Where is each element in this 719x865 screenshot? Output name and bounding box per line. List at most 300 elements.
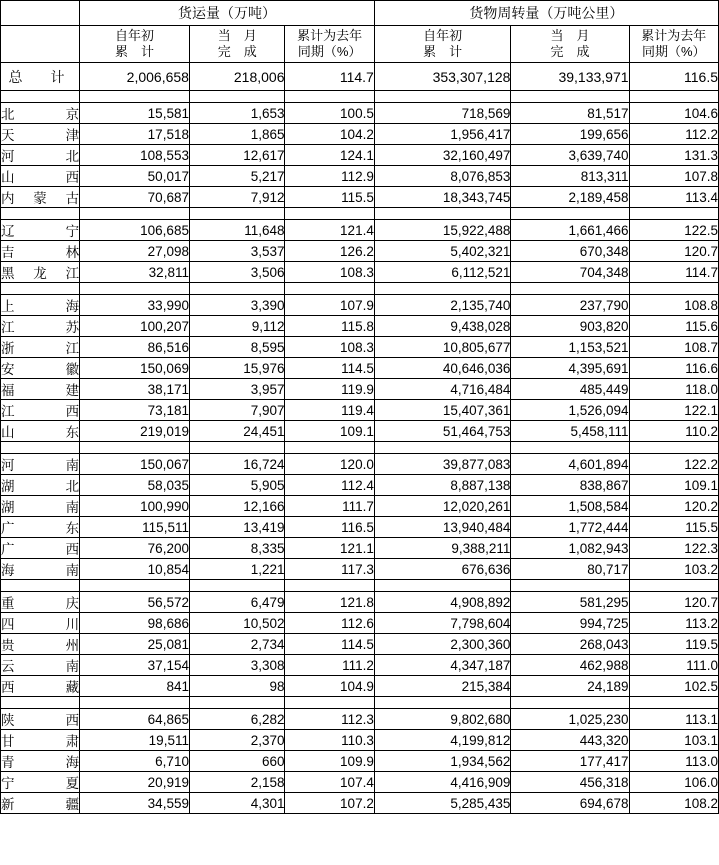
cell-month-turnover: 1,025,230 (511, 709, 629, 730)
cell-ytd-turnover: 2,300,360 (374, 634, 511, 655)
cell-ytd-turnover: 5,402,321 (374, 241, 511, 262)
spacer-cell (189, 580, 285, 592)
cell-yoy-volume: 121.4 (285, 220, 374, 241)
region-label: 青海 (1, 755, 80, 770)
header-col-line1: 当 月 (550, 28, 590, 43)
cell-ytd-turnover: 15,407,361 (374, 400, 511, 421)
cell-ytd-turnover: 8,887,138 (374, 475, 511, 496)
table-row-total (1, 63, 719, 91)
cell-month-turnover: 24,189 (511, 676, 629, 697)
total-yoy-volume: 114.7 (285, 63, 374, 91)
table-row (1, 709, 719, 730)
spacer-cell (285, 208, 374, 220)
group-spacer-row (1, 283, 719, 295)
cell-ytd-volume: 219,019 (80, 421, 190, 442)
cell-ytd-volume: 98,686 (80, 613, 190, 634)
cell-yoy-turnover: 115.5 (629, 517, 718, 538)
region-label: 辽宁 (1, 224, 80, 239)
region-name-cell (1, 475, 80, 496)
region-label: 山西 (1, 170, 80, 185)
cell-month-volume: 3,308 (189, 655, 285, 676)
region-name-cell (1, 124, 80, 145)
cell-yoy-volume: 114.5 (285, 358, 374, 379)
cell-month-turnover: 1,526,094 (511, 400, 629, 421)
region-label: 广东 (1, 521, 80, 536)
spacer-cell (189, 442, 285, 454)
cell-ytd-volume: 58,035 (80, 475, 190, 496)
cell-ytd-turnover: 4,716,484 (374, 379, 511, 400)
region-label: 江苏 (1, 320, 80, 335)
spacer-cell (374, 208, 511, 220)
cell-yoy-turnover: 122.3 (629, 538, 718, 559)
header-col-line2: 完 成 (550, 44, 590, 59)
region-name-cell (1, 655, 80, 676)
region-label: 吉林 (1, 245, 80, 260)
cell-ytd-volume: 15,581 (80, 103, 190, 124)
region-label: 广西 (1, 542, 80, 557)
region-label: 四川 (1, 617, 80, 632)
cell-yoy-volume: 108.3 (285, 337, 374, 358)
region-label: 重庆 (1, 596, 80, 611)
cell-ytd-volume: 20,919 (80, 772, 190, 793)
table-row (1, 793, 719, 814)
region-name-cell (1, 559, 80, 580)
cell-month-turnover: 4,601,894 (511, 454, 629, 475)
header-col-line2: 同期（%） (297, 44, 362, 59)
region-name-cell (1, 793, 80, 814)
region-label: 浙江 (1, 341, 80, 356)
region-label: 贵州 (1, 638, 80, 653)
region-name-cell (1, 676, 80, 697)
cell-ytd-volume: 115,511 (80, 517, 190, 538)
cell-yoy-volume: 107.9 (285, 295, 374, 316)
cell-month-turnover: 3,639,740 (511, 145, 629, 166)
cell-month-turnover: 237,790 (511, 295, 629, 316)
cell-yoy-turnover: 102.5 (629, 676, 718, 697)
region-label: 福建 (1, 383, 80, 398)
cell-ytd-volume: 106,685 (80, 220, 190, 241)
cell-ytd-turnover: 18,343,745 (374, 187, 511, 208)
cell-yoy-volume: 100.5 (285, 103, 374, 124)
group-spacer-row (1, 442, 719, 454)
spacer-cell (511, 442, 629, 454)
cell-yoy-volume: 121.8 (285, 592, 374, 613)
cell-month-volume: 3,537 (189, 241, 285, 262)
cell-ytd-turnover: 5,285,435 (374, 793, 511, 814)
cell-month-turnover: 813,311 (511, 166, 629, 187)
cell-yoy-turnover: 104.6 (629, 103, 718, 124)
header-col-yoy-turnover (629, 26, 718, 63)
cell-yoy-turnover: 120.2 (629, 496, 718, 517)
cell-yoy-turnover: 120.7 (629, 592, 718, 613)
table-row (1, 538, 719, 559)
cell-ytd-volume: 17,518 (80, 124, 190, 145)
cell-month-volume: 2,158 (189, 772, 285, 793)
spacer-cell (80, 697, 190, 709)
table-row (1, 613, 719, 634)
spacer-cell (629, 91, 718, 103)
region-label: 湖北 (1, 479, 80, 494)
spacer-cell (374, 697, 511, 709)
region-name-cell (1, 634, 80, 655)
region-label: 新疆 (1, 797, 80, 812)
region-name-cell (1, 220, 80, 241)
region-label: 海南 (1, 563, 80, 578)
cell-month-volume: 98 (189, 676, 285, 697)
region-name-cell (1, 421, 80, 442)
table-row (1, 124, 719, 145)
cell-month-turnover: 1,661,466 (511, 220, 629, 241)
table-row (1, 592, 719, 613)
total-month-volume: 218,006 (189, 63, 285, 91)
region-name-cell (1, 241, 80, 262)
region-label: 甘肃 (1, 734, 80, 749)
spacer-cell (189, 697, 285, 709)
cell-ytd-volume: 56,572 (80, 592, 190, 613)
header-col-line1: 当 月 (217, 28, 257, 43)
table-row (1, 220, 719, 241)
cell-ytd-turnover: 4,347,187 (374, 655, 511, 676)
region-name-cell (1, 709, 80, 730)
cell-month-turnover: 1,082,943 (511, 538, 629, 559)
cell-yoy-turnover: 107.8 (629, 166, 718, 187)
table-row (1, 454, 719, 475)
table-row (1, 145, 719, 166)
cell-yoy-turnover: 116.6 (629, 358, 718, 379)
table-row (1, 496, 719, 517)
cell-ytd-turnover: 4,199,812 (374, 730, 511, 751)
table-row (1, 559, 719, 580)
cell-ytd-volume: 73,181 (80, 400, 190, 421)
cell-month-volume: 3,506 (189, 262, 285, 283)
header-col-line1: 累计为去年 (297, 28, 363, 43)
cell-month-turnover: 670,348 (511, 241, 629, 262)
spacer-cell (629, 208, 718, 220)
cell-month-volume: 5,905 (189, 475, 285, 496)
cell-month-volume: 15,976 (189, 358, 285, 379)
cell-yoy-turnover: 108.8 (629, 295, 718, 316)
spacer-cell (1, 283, 80, 295)
cell-yoy-volume: 121.1 (285, 538, 374, 559)
cell-yoy-volume: 109.9 (285, 751, 374, 772)
region-name-cell (1, 454, 80, 475)
cell-ytd-turnover: 4,908,892 (374, 592, 511, 613)
spacer-cell (374, 91, 511, 103)
spacer-cell (189, 91, 285, 103)
cell-ytd-volume: 150,067 (80, 454, 190, 475)
region-name-cell (1, 772, 80, 793)
cell-ytd-volume: 100,990 (80, 496, 190, 517)
cell-yoy-turnover: 108.7 (629, 337, 718, 358)
cell-yoy-turnover: 113.1 (629, 709, 718, 730)
cell-ytd-volume: 86,516 (80, 337, 190, 358)
spacer-cell (511, 91, 629, 103)
cell-ytd-turnover: 718,569 (374, 103, 511, 124)
header-col-line2: 同期（%） (641, 44, 706, 59)
header-col-line1: 自年初 (115, 28, 155, 43)
cell-ytd-volume: 50,017 (80, 166, 190, 187)
cell-ytd-volume: 108,553 (80, 145, 190, 166)
cell-month-volume: 7,912 (189, 187, 285, 208)
cell-month-volume: 13,419 (189, 517, 285, 538)
cell-yoy-volume: 104.2 (285, 124, 374, 145)
cell-ytd-volume: 841 (80, 676, 190, 697)
cell-ytd-volume: 25,081 (80, 634, 190, 655)
region-label: 陕西 (1, 713, 80, 728)
total-ytd-volume: 2,006,658 (80, 63, 190, 91)
region-name-cell (1, 400, 80, 421)
cell-yoy-volume: 107.4 (285, 772, 374, 793)
spacer-cell (80, 91, 190, 103)
spacer-cell (285, 283, 374, 295)
table-row (1, 103, 719, 124)
region-name-cell (1, 538, 80, 559)
cell-month-volume: 4,301 (189, 793, 285, 814)
cell-yoy-turnover: 103.2 (629, 559, 718, 580)
spacer-cell (511, 697, 629, 709)
cell-month-volume: 5,217 (189, 166, 285, 187)
cell-month-turnover: 268,043 (511, 634, 629, 655)
cell-month-turnover: 994,725 (511, 613, 629, 634)
header-col-line1: 自年初 (423, 28, 463, 43)
spacer-cell (80, 442, 190, 454)
spacer-cell (285, 442, 374, 454)
cell-ytd-turnover: 4,416,909 (374, 772, 511, 793)
table-row (1, 634, 719, 655)
cell-month-volume: 3,957 (189, 379, 285, 400)
total-ytd-turnover: 353,307,128 (374, 63, 511, 91)
cell-ytd-turnover: 7,798,604 (374, 613, 511, 634)
cell-ytd-volume: 6,710 (80, 751, 190, 772)
spacer-cell (374, 442, 511, 454)
cell-yoy-turnover: 119.5 (629, 634, 718, 655)
region-name-cell (1, 166, 80, 187)
cell-yoy-volume: 112.4 (285, 475, 374, 496)
cell-month-turnover: 456,318 (511, 772, 629, 793)
header-group-row (1, 1, 719, 26)
cell-ytd-turnover: 1,956,417 (374, 124, 511, 145)
cell-month-volume: 1,221 (189, 559, 285, 580)
region-name-cell (1, 337, 80, 358)
header-col-month-turnover (511, 26, 629, 63)
cell-ytd-volume: 64,865 (80, 709, 190, 730)
spacer-cell (511, 580, 629, 592)
cell-ytd-turnover: 12,020,261 (374, 496, 511, 517)
cell-month-turnover: 177,417 (511, 751, 629, 772)
region-label: 黑龙江 (1, 266, 80, 281)
cell-ytd-turnover: 8,076,853 (374, 166, 511, 187)
region-name-cell (1, 730, 80, 751)
region-name-cell (1, 316, 80, 337)
cell-ytd-turnover: 13,940,484 (374, 517, 511, 538)
cell-yoy-turnover: 106.0 (629, 772, 718, 793)
table-row (1, 358, 719, 379)
cell-yoy-volume: 112.3 (285, 709, 374, 730)
cell-yoy-turnover: 109.1 (629, 475, 718, 496)
cell-yoy-turnover: 113.0 (629, 751, 718, 772)
cell-ytd-turnover: 2,135,740 (374, 295, 511, 316)
spacer-cell (189, 283, 285, 295)
spacer-cell (285, 697, 374, 709)
cell-ytd-volume: 19,511 (80, 730, 190, 751)
spacer-cell (374, 283, 511, 295)
total-month-turnover: 39,133,971 (511, 63, 629, 91)
cell-ytd-volume: 10,854 (80, 559, 190, 580)
region-label: 湖南 (1, 500, 80, 515)
cell-ytd-volume: 38,171 (80, 379, 190, 400)
table-row (1, 187, 719, 208)
cell-month-volume: 9,112 (189, 316, 285, 337)
region-name-cell (1, 187, 80, 208)
cell-ytd-volume: 76,200 (80, 538, 190, 559)
cell-yoy-volume: 116.5 (285, 517, 374, 538)
cell-month-volume: 2,370 (189, 730, 285, 751)
region-label: 内蒙古 (1, 191, 80, 206)
cell-yoy-volume: 119.4 (285, 400, 374, 421)
group-spacer-row (1, 91, 719, 103)
cell-ytd-turnover: 51,464,753 (374, 421, 511, 442)
cell-yoy-turnover: 131.3 (629, 145, 718, 166)
cell-ytd-volume: 33,990 (80, 295, 190, 316)
cell-yoy-volume: 112.6 (285, 613, 374, 634)
region-name-cell (1, 379, 80, 400)
cell-ytd-turnover: 9,438,028 (374, 316, 511, 337)
cell-month-volume: 11,648 (189, 220, 285, 241)
cell-month-turnover: 485,449 (511, 379, 629, 400)
cell-ytd-turnover: 40,646,036 (374, 358, 511, 379)
cell-ytd-turnover: 9,388,211 (374, 538, 511, 559)
region-label: 河南 (1, 458, 80, 473)
cell-month-volume: 1,653 (189, 103, 285, 124)
region-name-cell (1, 751, 80, 772)
cell-yoy-volume: 110.3 (285, 730, 374, 751)
header-col-yoy-volume (285, 26, 374, 63)
cell-yoy-volume: 112.9 (285, 166, 374, 187)
cell-yoy-turnover: 111.0 (629, 655, 718, 676)
table-row (1, 421, 719, 442)
cell-ytd-turnover: 9,802,680 (374, 709, 511, 730)
table-row (1, 337, 719, 358)
cell-yoy-turnover: 113.2 (629, 613, 718, 634)
region-name-cell (1, 613, 80, 634)
table-row (1, 379, 719, 400)
cell-month-turnover: 443,320 (511, 730, 629, 751)
cell-month-volume: 7,907 (189, 400, 285, 421)
cell-ytd-volume: 37,154 (80, 655, 190, 676)
cell-ytd-turnover: 1,934,562 (374, 751, 511, 772)
table-row (1, 241, 719, 262)
spacer-cell (1, 208, 80, 220)
table-row (1, 475, 719, 496)
cell-yoy-volume: 107.2 (285, 793, 374, 814)
spacer-cell (285, 580, 374, 592)
cell-yoy-volume: 117.3 (285, 559, 374, 580)
cell-yoy-turnover: 115.6 (629, 316, 718, 337)
cell-yoy-turnover: 122.1 (629, 400, 718, 421)
cell-month-turnover: 80,717 (511, 559, 629, 580)
cell-yoy-volume: 108.3 (285, 262, 374, 283)
spacer-cell (80, 580, 190, 592)
spacer-cell (1, 442, 80, 454)
region-label: 河北 (1, 149, 80, 164)
table-row (1, 400, 719, 421)
spacer-cell (80, 208, 190, 220)
cell-month-volume: 6,282 (189, 709, 285, 730)
header-col-line1: 累计为去年 (641, 28, 707, 43)
cell-ytd-turnover: 676,636 (374, 559, 511, 580)
header-col-line2: 累 计 (423, 44, 463, 59)
table-row (1, 316, 719, 337)
region-label: 西藏 (1, 680, 80, 695)
cell-month-turnover: 704,348 (511, 262, 629, 283)
cell-yoy-volume: 115.8 (285, 316, 374, 337)
cell-month-volume: 8,335 (189, 538, 285, 559)
cell-yoy-volume: 124.1 (285, 145, 374, 166)
cell-yoy-turnover: 122.5 (629, 220, 718, 241)
cell-yoy-volume: 109.1 (285, 421, 374, 442)
cell-month-turnover: 903,820 (511, 316, 629, 337)
spacer-cell (629, 580, 718, 592)
spacer-cell (629, 283, 718, 295)
region-name-cell (1, 262, 80, 283)
cell-ytd-turnover: 6,112,521 (374, 262, 511, 283)
spacer-cell (629, 442, 718, 454)
table-row (1, 295, 719, 316)
spacer-cell (1, 580, 80, 592)
cell-ytd-turnover: 39,877,083 (374, 454, 511, 475)
region-name-cell (1, 103, 80, 124)
cell-yoy-volume: 114.5 (285, 634, 374, 655)
cell-ytd-volume: 150,069 (80, 358, 190, 379)
header-col-month-volume (189, 26, 285, 63)
header-group-freight-volume: 货运量（万吨） (80, 1, 375, 26)
cell-ytd-volume: 27,098 (80, 241, 190, 262)
cell-month-turnover: 2,189,458 (511, 187, 629, 208)
cell-month-turnover: 838,867 (511, 475, 629, 496)
cell-month-volume: 16,724 (189, 454, 285, 475)
cell-ytd-volume: 34,559 (80, 793, 190, 814)
table-row (1, 262, 719, 283)
header-group-freight-turnover: 货物周转量（万吨公里） (374, 1, 718, 26)
region-name-cell (1, 496, 80, 517)
cell-month-turnover: 5,458,111 (511, 421, 629, 442)
table-row (1, 166, 719, 187)
region-name-cell (1, 358, 80, 379)
cell-yoy-volume: 104.9 (285, 676, 374, 697)
region-label: 安徽 (1, 362, 80, 377)
cell-yoy-volume: 120.0 (285, 454, 374, 475)
header-corner-cell (1, 1, 80, 26)
header-corner-cell-2 (1, 26, 80, 63)
table-row (1, 655, 719, 676)
total-yoy-turnover: 116.5 (629, 63, 718, 91)
region-label: 山东 (1, 425, 80, 440)
cell-month-volume: 12,617 (189, 145, 285, 166)
region-name-cell (1, 145, 80, 166)
spacer-cell (511, 283, 629, 295)
header-col-line2: 完 成 (217, 44, 257, 59)
cell-month-volume: 12,166 (189, 496, 285, 517)
spacer-cell (189, 208, 285, 220)
region-name-cell (1, 592, 80, 613)
cell-ytd-turnover: 15,922,488 (374, 220, 511, 241)
cell-yoy-turnover: 122.2 (629, 454, 718, 475)
cell-month-volume: 3,390 (189, 295, 285, 316)
cell-ytd-turnover: 32,160,497 (374, 145, 511, 166)
spacer-cell (1, 91, 80, 103)
header-col-ytd-total-volume (80, 26, 190, 63)
region-label: 云南 (1, 659, 80, 674)
